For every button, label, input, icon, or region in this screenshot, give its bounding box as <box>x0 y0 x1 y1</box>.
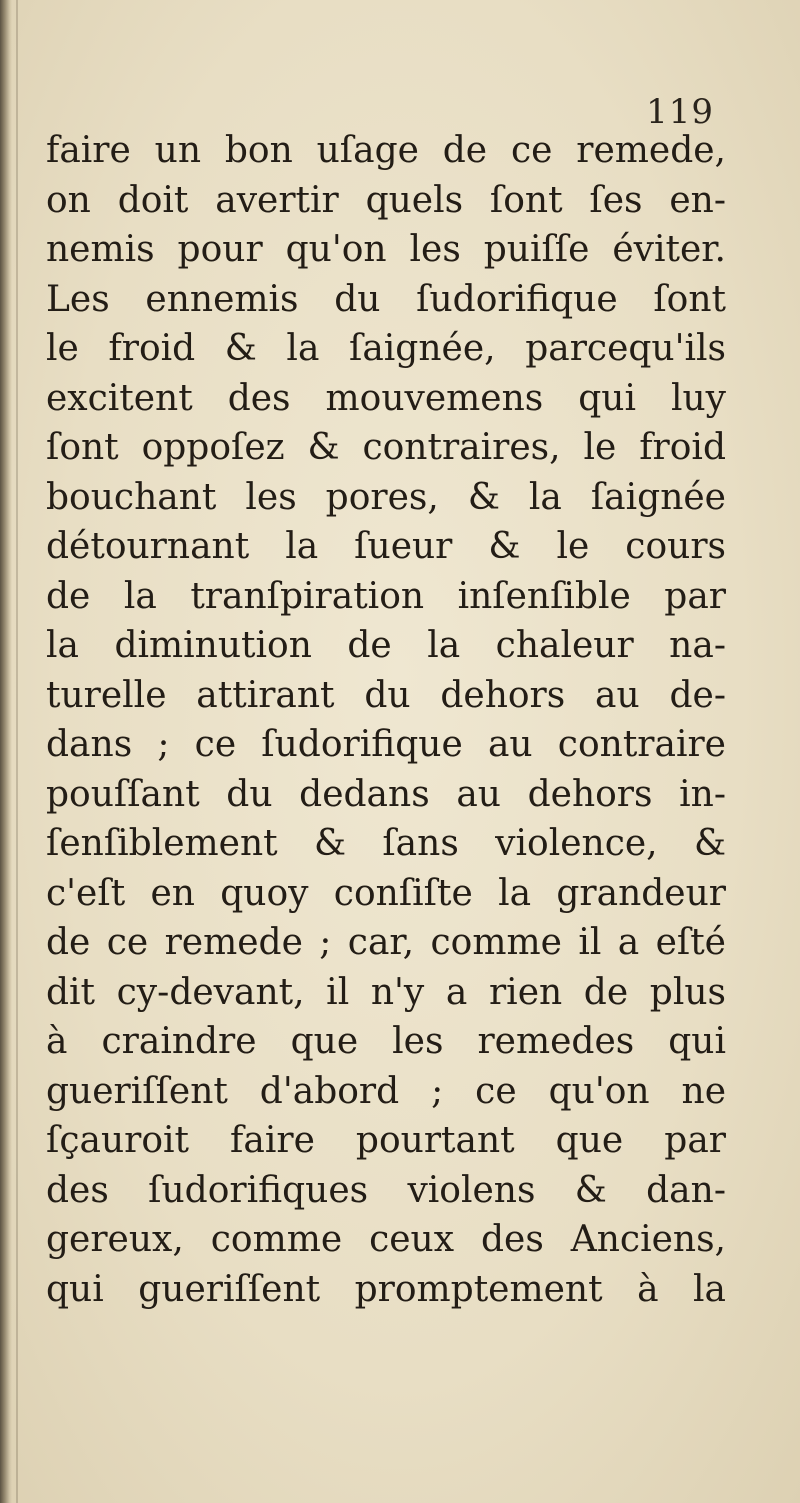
text-line: ſenſiblement & ſans violence, & <box>46 823 726 864</box>
page-gutter-shadow <box>0 0 12 1503</box>
text-line: de la tranſpiration inſenſible par <box>46 575 726 617</box>
text-line: pouſſant du dedans au dehors in- <box>46 773 726 815</box>
text-line: à craindre que les remedes qui <box>46 1021 726 1062</box>
text-line: turelle attirant du dehors au de- <box>46 674 726 716</box>
page-number: 119 <box>646 92 714 132</box>
text-line: on doit avertir quels ſont ſes en- <box>46 179 726 221</box>
text-line: dit cy-devant, il n'y a rien de plus <box>46 971 726 1013</box>
text-line: ſont oppoſez & contraires, le froid <box>46 427 726 468</box>
text-line: qui gueriſſent promptement à la <box>46 1268 726 1310</box>
text-line: gueriſſent d'abord ; ce qu'on ne <box>46 1070 726 1112</box>
text-line: la diminution de la chaleur na- <box>46 625 726 666</box>
text-line: le froid & la ſaignée, parcequ'ils <box>46 328 726 369</box>
text-line: de ce remede ; car, comme il a eſté <box>46 922 726 963</box>
text-line: excitent des mouvemens qui luy <box>46 377 726 419</box>
text-line: détournant la ſueur & le cours <box>46 526 726 567</box>
text-line: des ſudorifiques violens & dan- <box>46 1169 726 1211</box>
text-line: dans ; ce ſudorifique au contraire <box>46 724 726 765</box>
body-text <box>46 126 726 1314</box>
text-line: gereux, comme ceux des Anciens, <box>46 1219 726 1260</box>
text-line: ſçauroit faire pourtant que par <box>46 1120 726 1161</box>
text-line: faire un bon uſage de ce remede, <box>46 130 726 171</box>
text-line: Les ennemis du ſudorifique ſont <box>46 278 726 320</box>
gutter-edge-line <box>16 0 18 1503</box>
text-line: nemis pour qu'on les puiſſe éviter. <box>46 229 726 270</box>
text-line: c'eſt en quoy conſiſte la grandeur <box>46 872 726 914</box>
text-line: bouchant les pores, & la ſaignée <box>46 476 726 518</box>
